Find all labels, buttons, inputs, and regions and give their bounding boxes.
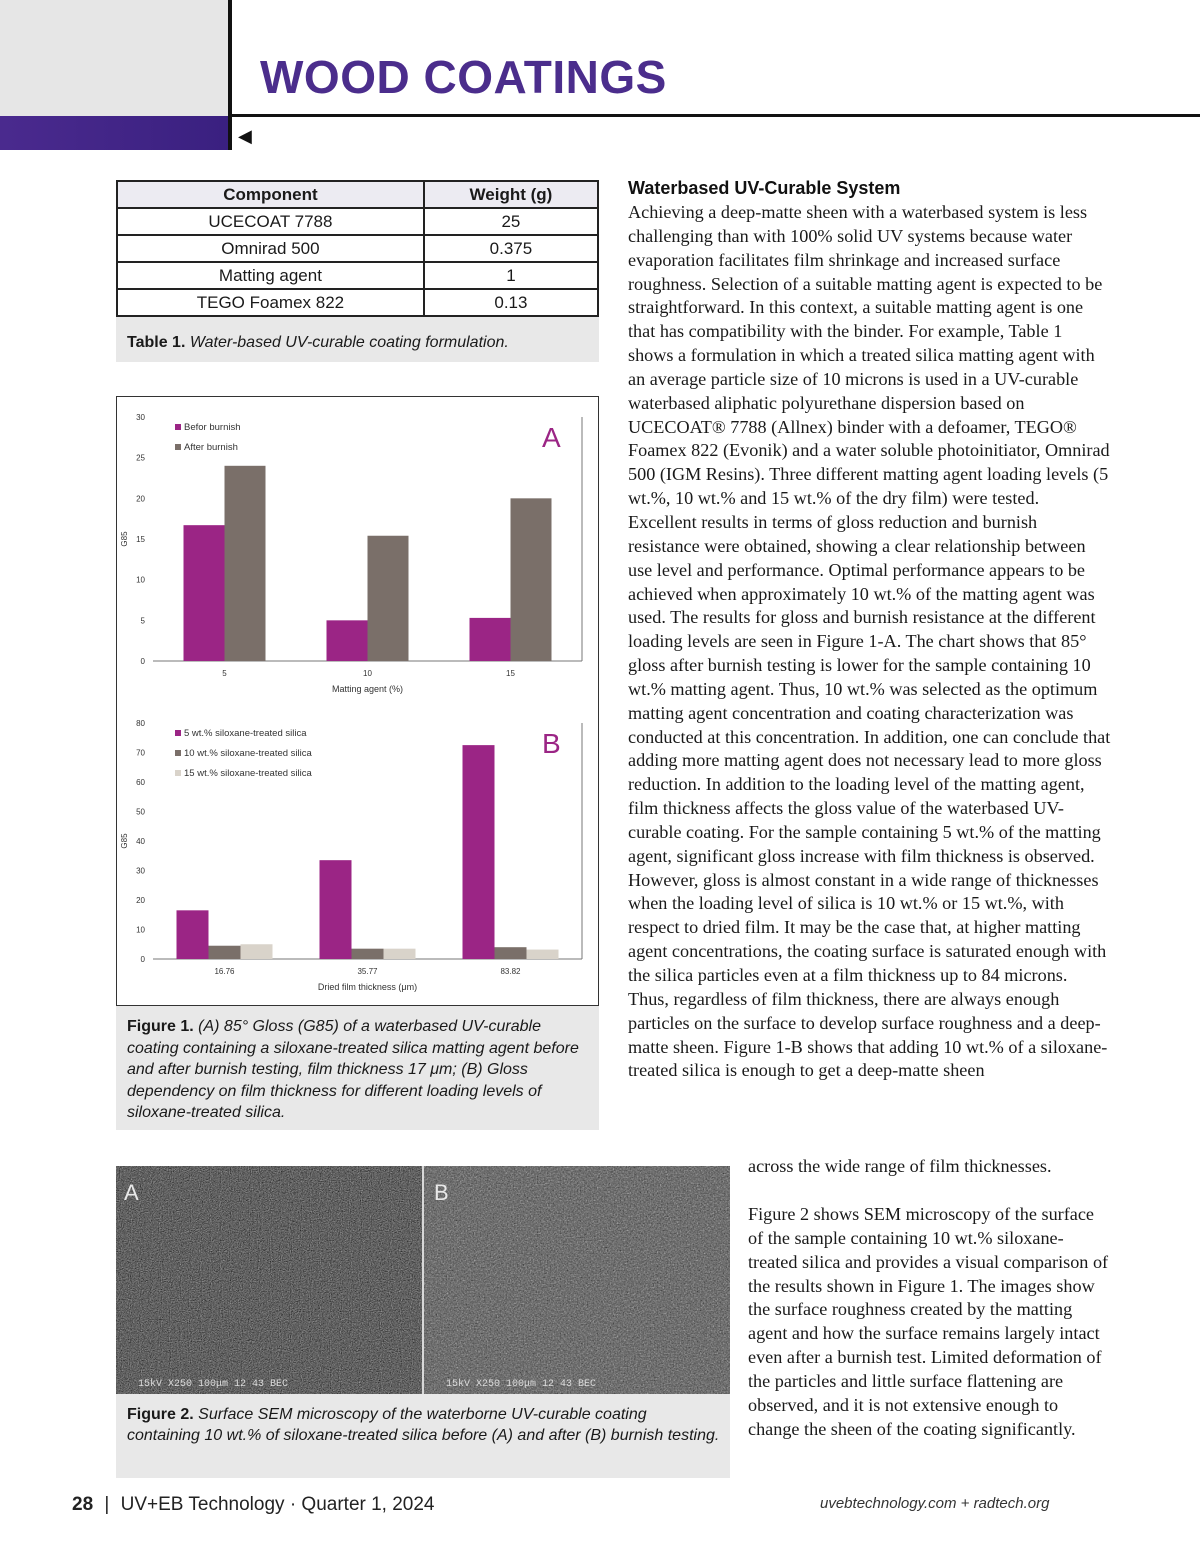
y-tick-label: 80 (136, 719, 145, 728)
table-cell: Matting agent (117, 262, 424, 289)
bar-b-0-0 (177, 910, 209, 959)
caption-label: Figure 2. (127, 1406, 194, 1423)
legend-swatch (175, 730, 181, 736)
y-tick-label: 20 (136, 494, 145, 504)
x-tick-label: 83.82 (500, 967, 521, 976)
y-tick-label: 20 (136, 896, 145, 905)
table-cell: Omnirad 500 (117, 235, 424, 262)
table-cell: TEGO Foamex 822 (117, 289, 424, 316)
legend-label: 10 wt.% siloxane-treated silica (184, 748, 312, 759)
table-cell: UCECOAT 7788 (117, 208, 424, 235)
publication-name: UV+EB Technology · Quarter 1, 2024 (120, 1494, 435, 1515)
x-axis-label: Dried film thickness (μm) (317, 982, 418, 992)
bar-a-0-2 (470, 618, 511, 661)
bar-b-1-1 (352, 949, 384, 959)
y-tick-label: 70 (136, 748, 145, 758)
y-tick-label: 10 (136, 925, 145, 935)
table-cell: 1 (424, 262, 598, 289)
sem-scale-label-b: 15kV X250 100μm 12 43 BEC (446, 1379, 597, 1390)
caption-text: Water-based UV-curable coating formulation. (189, 334, 509, 351)
table-row (117, 262, 598, 289)
table-row (117, 289, 598, 316)
x-tick-label: 15 (506, 669, 515, 678)
figure2-caption (127, 1404, 722, 1446)
formulation-table (116, 180, 599, 317)
legend-label: 15 wt.% siloxane-treated silica (184, 768, 312, 779)
table-cell: 0.13 (424, 289, 598, 316)
sem-divider (422, 1166, 424, 1394)
y-tick-label: 25 (136, 453, 145, 463)
table-cell: 25 (424, 208, 598, 235)
table-header-cell: Component (117, 181, 424, 208)
sem-scale-label-a: 15kV X250 100μm 12 43 BEC (138, 1379, 289, 1390)
table-row (117, 235, 598, 262)
y-tick-label: 0 (140, 657, 145, 666)
sem-image-a (116, 1166, 422, 1394)
y-tick-label: 10 (136, 575, 145, 585)
bar-a-1-0 (225, 466, 266, 661)
caption-text: Surface SEM microscopy of the waterborne UV-curable coating containing 10 wt.% of siloxane-treated silica before (A) and after (B) burnish testing. (127, 1406, 720, 1444)
bar-a-0-1 (327, 620, 368, 661)
sem-panel-b-label: B (434, 1180, 449, 1205)
bar-a-1-2 (511, 498, 552, 661)
sem-panel-a-label: A (124, 1180, 139, 1205)
article-paragraph-continuation: across the wide range of film thicknesses. (748, 1156, 1052, 1176)
chart-panel-letter: A (542, 422, 561, 453)
footer-separator: | (104, 1494, 110, 1515)
y-tick-label: 0 (140, 955, 145, 964)
bar-a-1-1 (368, 536, 409, 661)
y-tick-label: 40 (136, 837, 145, 846)
y-axis-label: G85 (120, 833, 129, 849)
bar-b-2-1 (384, 949, 416, 959)
legend-label: 5 wt.% siloxane-treated silica (184, 728, 307, 739)
x-tick-label: 16.76 (214, 967, 235, 976)
legend-swatch (175, 770, 181, 776)
page-number: 28 (72, 1494, 94, 1515)
caption-text: (A) 85° Gloss (G85) of a waterbased UV-curable coating containing a siloxane-treated silica matting agent before and after burnish testing, film thickness 17 μm; (B) Gloss dependency on film thickness for different loading levels of siloxane-treated silica. (127, 1018, 579, 1121)
chart-panel-letter: B (542, 728, 561, 759)
bar-b-2-2 (527, 950, 559, 959)
bar-a-0-0 (184, 525, 225, 661)
x-tick-label: 35.77 (357, 967, 378, 976)
bar-b-2-0 (241, 944, 273, 959)
caption-label: Table 1. (127, 334, 186, 351)
x-tick-label: 10 (363, 669, 372, 678)
x-tick-label: 5 (222, 669, 227, 678)
bar-b-1-2 (495, 947, 527, 959)
caption-label: Figure 1. (127, 1018, 194, 1035)
figure1-charts (117, 397, 598, 1005)
table1-caption (127, 334, 587, 352)
bar-b-0-2 (463, 745, 495, 959)
y-tick-label: 15 (136, 535, 145, 544)
y-tick-label: 60 (136, 778, 145, 787)
bar-b-1-0 (209, 946, 241, 959)
legend-swatch (175, 424, 181, 430)
legend-label: After burnish (184, 442, 238, 453)
table-cell: 0.375 (424, 235, 598, 262)
header-horizontal-rule (228, 114, 1200, 117)
article-paragraph: Figure 2 shows SEM microscopy of the surface of the sample containing 10 wt.% siloxane-treated silica and provides a visual comparison of the results shown in Figure 1. The images show the surface roughness created by the matting agent and how the surface remains largely intact even after a burnish test. Limited deformation of the particles and little surface flattening are observed, and it is not extensive enough to change the sheen of the coating significantly. (748, 1204, 1109, 1439)
article-heading: Waterbased UV-Curable System (628, 178, 901, 198)
x-axis-label: Matting agent (%) (331, 684, 404, 694)
header-purple-bar (0, 116, 228, 150)
sem-micrographs (116, 1166, 730, 1394)
footer-websites[interactable]: uvebtechnology.com + radtech.org (820, 1495, 1050, 1512)
legend-label: Befor burnish (184, 422, 241, 433)
figure1-caption (127, 1016, 595, 1124)
legend-swatch (175, 444, 181, 450)
sem-image-b (424, 1166, 730, 1394)
y-tick-label: 5 (140, 616, 145, 626)
bar-b-0-1 (320, 860, 352, 959)
article-paragraph: Achieving a deep-matte sheen with a waterbased system is less challenging than with 100% solid UV systems because water evaporation facilitates film shrinkage and increased surface roughness. Selection of a suitable matting agent is expected to be straightforward. In this context, a suitable matting agent is one that has compatibility with the binder. For example, Table 1 shows a formulation in which a treated silica matting agent with an average particle size of 10 microns is used in a UV-curable waterbased aliphatic polyurethane dispersion based on UCECOAT® 7788 (Allnex) binder with a defoamer, TEGO® Foamex 822 (Evonik) and a water soluble photoinitiator, Omnirad 500 (IGM Resins). Three different matting agent loading levels (5 wt.%, 10 wt.% and 15 wt.% of the dry film) were tested. Excellent results in terms of gloss reduction and burnish resistance were obtained, showing a clear relationship between use level and performance. Optimal performance appears to be achieved when approximately 10 wt.% of the matting agent was used. The results for gloss and burnish resistance at the different loading levels are seen in Figure 1-A. The chart shows that 85° gloss after burnish testing is lower for the sample containing 10 wt.% matting agent. Thus, 10 wt.% was selected as the optimum matting agent concentration and coating characterization was conducted at this concentration. In addition, one can conclude that adding more matting agent does not necessary lead to more gloss reduction. In addition to the loading level of the matting agent, film thickness affects the gloss value of the waterbased UV-curable coating. For the sample containing 5 wt.% of the matting agent, significant gloss increase with film thickness is observed. However, gloss is almost constant in a wide range of thicknesses when the loading level of silica is 10 wt.% or 15 wt.%, with respect to dried film. It may be the case that, at higher matting agent concentrations, the coating surface is saturated enough with the silica particles even at a film thickness up to 84 microns. Thus, regardless of film thickness, there are always enough particles on the surface to develop surface roughness and a deep-matte sheen. Figure 1-B shows that adding 10 wt.% of a siloxane-treated silica is enough to get a deep-matte sheen (628, 202, 1111, 1081)
y-axis-label: G85 (120, 531, 129, 547)
section-title: WOOD COATINGS (260, 51, 667, 103)
table-header-row (117, 181, 598, 208)
legend-swatch (175, 750, 181, 756)
figure1-chart-frame (116, 396, 599, 1006)
y-tick-label: 50 (136, 807, 145, 817)
table-row (117, 208, 598, 235)
footer-publication-info (72, 1494, 435, 1516)
y-tick-label: 30 (136, 413, 145, 422)
table-header-cell: Weight (g) (424, 181, 598, 208)
header-grey-block (0, 0, 228, 116)
y-tick-label: 30 (136, 866, 145, 876)
back-arrow-icon[interactable]: ◀ (238, 126, 252, 146)
header-vertical-rule (228, 0, 232, 150)
